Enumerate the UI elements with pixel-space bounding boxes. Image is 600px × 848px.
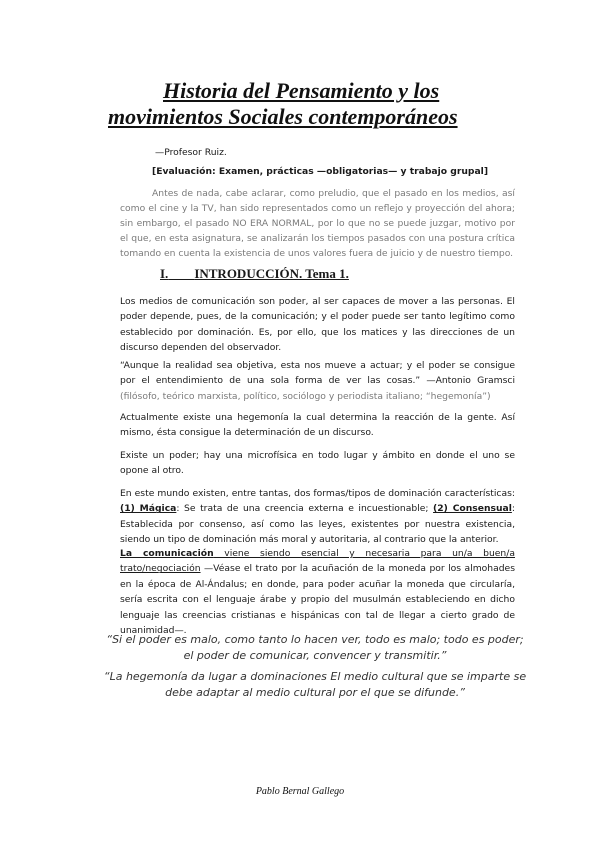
power-quote: “Si el poder es malo, como tanto lo hacen ver, todo es malo; todo es poder; el poder de comunicar, convencer y transmitir.” xyxy=(106,633,524,662)
gramsci-quote xyxy=(120,358,515,404)
section-title: INTRODUCCIÓN. Tema 1. xyxy=(194,266,349,281)
paragraph-communication xyxy=(120,546,515,638)
paragraph-media-power-text: Los medios de comunicación son poder, al ser capaces de mover a las personas. El poder depende, pues, de la comunicación; y el poder puede ser tanto legítimo como establecido por dominación. Es, por ello, que los matices y las direcciones de un discurso dependen del observador. xyxy=(120,296,515,354)
domination-intro: En este mundo existen, entre tantas, dos formas/tipos de dominación características: xyxy=(120,488,515,499)
title-line-2: movimientos Sociales contemporáneos xyxy=(108,104,458,129)
document-title xyxy=(108,78,528,130)
paragraph-hegemony: Actualmente existe una hegemonía la cual determina la reacción de la gente. Así mismo, ésta consigue la determinación de un discurso. xyxy=(120,412,515,439)
paragraph-domination-types xyxy=(120,486,515,548)
hegemony-quote: “La hegemonía da lugar a dominaciones El medio cultural que se imparte se debe adaptar al medio cultural por el que se difunde.” xyxy=(103,670,527,699)
gramsci-note: (filósofo, teórico marxista, político, sociólogo y periodista italiano; “hegemonía”) xyxy=(120,390,491,402)
section-heading xyxy=(160,266,349,282)
communication-rest: —Véase el trato por la acuñación de la moneda por los almohades en la época de Al-Ándalus; en donde, para poder acuñar la moneda que circularía, sería escrita con el lenguaje árabe y propio del musulmán estableciendo en dicho lenguaje las creencias cristianas e hispánicas con tal de llegar a cierto grado de unanimidad—. xyxy=(120,563,515,637)
magica-text: : Se trata de una creencia externa e incuestionable; xyxy=(176,503,429,515)
communication-label: La comunicación xyxy=(120,548,214,559)
author-footer: Pablo Bernal Gallego xyxy=(255,786,345,797)
paragraph-microphysics: Existe un poder; hay una microfísica en todo lugar y ámbito en donde el uno se opone al otro. xyxy=(120,450,515,477)
consensual-text: : Establecida por consenso, así como las leyes, existentes por nuestra existencia, siendo un tipo de dominación más moral y autoritaria, al contrario que la anterior. xyxy=(120,503,515,546)
section-number: I. xyxy=(160,266,169,281)
gramsci-quote-text: “Aunque la realidad sea objetiva, esta nos mueve a actuar; y el poder se consigue por el entendimiento de una sola forma de ver las cosas.” —Antonio Gramsci xyxy=(120,360,515,387)
paragraph-media-power xyxy=(120,294,515,356)
evaluation-note: [Evaluación: Examen, prácticas —obligatorias— y trabajo grupal] xyxy=(152,166,489,177)
consensual-label: (2) Consensual xyxy=(433,503,512,515)
magica-label: (1) Mágica xyxy=(120,503,177,515)
author-line: —Profesor Ruiz. xyxy=(155,147,227,158)
title-line-1: Historia del Pensamiento y los xyxy=(163,78,440,103)
communication-underlined: viene siendo esencial y necesaria para un/a buen/a trato/negociación xyxy=(120,548,515,575)
intro-paragraph: Antes de nada, cabe aclarar, como preludio, que el pasado en los medios, así como el cine y la TV, han sido representados como un reflejo y proyección del ahora; sin embargo, el pasado NO ERA NORMAL, por lo que no se puede juzgar, motivo por el que, en esta asignatura, se analizarán los tiempos pasados con una postura crítica tomando en cuenta la existencia de unos valores fuera de juicio y de nuestro tiempo. xyxy=(120,188,515,259)
